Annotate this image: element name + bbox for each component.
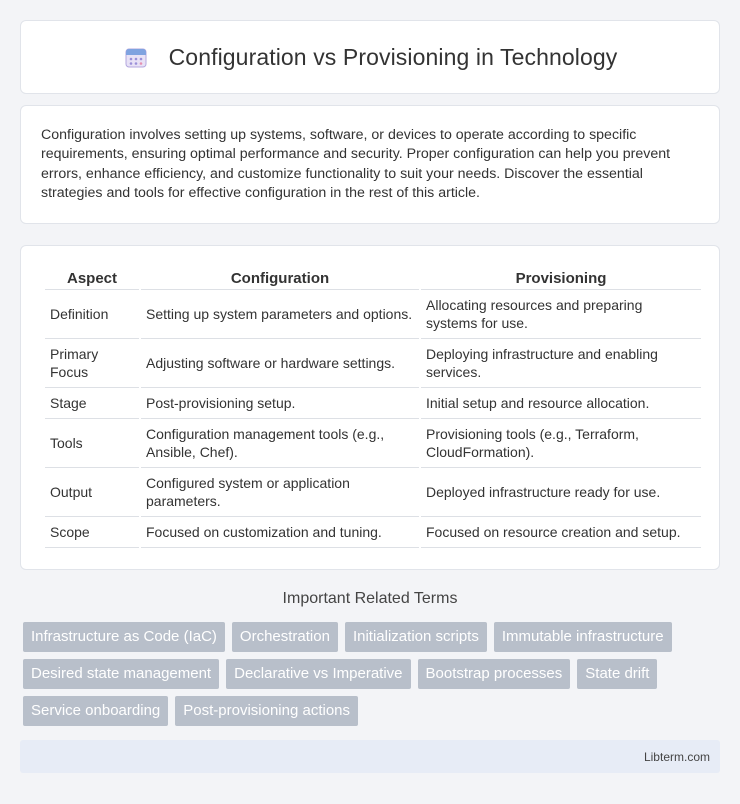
- table-row: [45, 517, 701, 548]
- table-cell-configuration: Configured system or application parameters.: [141, 468, 419, 517]
- related-term-tag[interactable]: Orchestration: [232, 622, 338, 652]
- related-term-tag[interactable]: Service onboarding: [23, 696, 168, 726]
- table-cell-aspect: Scope: [45, 517, 139, 548]
- table-cell-provisioning: Focused on resource creation and setup.: [421, 517, 701, 548]
- table-row: [45, 468, 701, 517]
- intro-card: [20, 105, 720, 224]
- table-cell-provisioning: Provisioning tools (e.g., Terraform, CloudFormation).: [421, 419, 701, 468]
- table-cell-aspect: Stage: [45, 388, 139, 419]
- table-cell-configuration: Focused on customization and tuning.: [141, 517, 419, 548]
- related-term-tag[interactable]: Bootstrap processes: [418, 659, 571, 689]
- related-term-tag[interactable]: Post-provisioning actions: [175, 696, 358, 726]
- related-term-tag[interactable]: Declarative vs Imperative: [226, 659, 410, 689]
- comparison-table: [43, 264, 703, 548]
- column-header-configuration: Configuration: [141, 264, 419, 290]
- related-term-tag[interactable]: State drift: [577, 659, 657, 689]
- comparison-table-card: [20, 245, 720, 570]
- table-cell-provisioning: Deployed infrastructure ready for use.: [421, 468, 701, 517]
- calendar-icon: [123, 44, 149, 70]
- related-term-tag[interactable]: Initialization scripts: [345, 622, 487, 652]
- table-cell-configuration: Adjusting software or hardware settings.: [141, 339, 419, 388]
- table-cell-aspect: Primary Focus: [45, 339, 139, 388]
- table-cell-provisioning: Allocating resources and preparing systems for use.: [421, 290, 701, 339]
- table-header-row: [45, 264, 701, 290]
- related-terms-list: [23, 622, 723, 733]
- related-term-tag[interactable]: Immutable infrastructure: [494, 622, 672, 652]
- table-cell-provisioning: Initial setup and resource allocation.: [421, 388, 701, 419]
- table-row: [45, 290, 701, 339]
- footer: [20, 740, 720, 773]
- table-row: [45, 419, 701, 468]
- intro-text: Configuration involves setting up systems, software, or devices to operate according to specific requirements, ensuring optimal performance and security. Proper configuration can help you prevent errors, enhance efficiency, and customize functionality to suit your needs. Discover the essential strategies and tools for effective configuration in the rest of this article.: [41, 127, 671, 201]
- related-terms-title: Important Related Terms: [282, 590, 458, 607]
- column-header-aspect: Aspect: [45, 264, 139, 290]
- table-cell-configuration: Configuration management tools (e.g., Ansible, Chef).: [141, 419, 419, 468]
- table-cell-aspect: Definition: [45, 290, 139, 339]
- footer-site-link[interactable]: Libterm.com: [643, 749, 710, 764]
- table-cell-configuration: Post-provisioning setup.: [141, 388, 419, 419]
- related-term-tag[interactable]: Desired state management: [23, 659, 219, 689]
- column-header-provisioning: Provisioning: [421, 264, 701, 290]
- page-title: Configuration vs Provisioning in Technology: [168, 43, 618, 70]
- table-cell-configuration: Setting up system parameters and options.: [141, 290, 419, 339]
- table-cell-aspect: Tools: [45, 419, 139, 468]
- header-card: [20, 20, 720, 94]
- related-term-tag[interactable]: Infrastructure as Code (IaC): [23, 622, 225, 652]
- table-cell-provisioning: Deploying infrastructure and enabling services.: [421, 339, 701, 388]
- table-row: [45, 388, 701, 419]
- table-cell-aspect: Output: [45, 468, 139, 517]
- table-row: [45, 339, 701, 388]
